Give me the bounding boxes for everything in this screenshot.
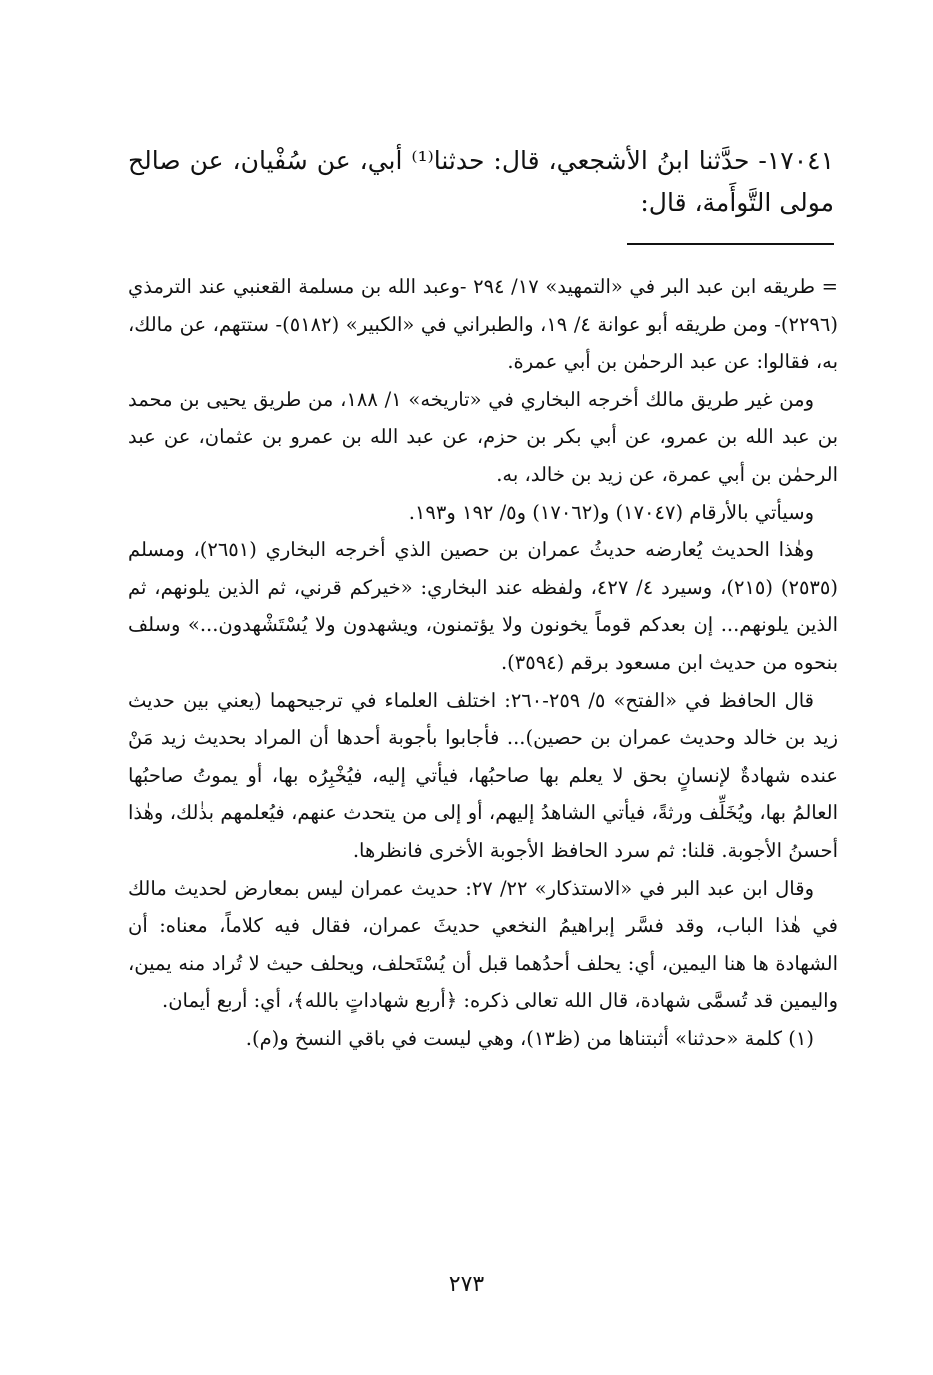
footnote-paragraph-conflict: وهٰذا الحديث يُعارضه حديثُ عمران بن حصين الذي أخرجه البخاري (٢٦٥١)، ومسلم (٢٥٣٥) (٢١٥)، وسيرد ٤/ ٤٢٧، ولفظه عند البخاري: «خيركم قرني، ثم الذين يلونهم، ثم الذين يلونهم... إن بعدكم قوماً يخونون ولا يؤتمنون، ويشهدون ولا يُسْتَشْهدون...» وسلف بنحوه من حديث ابن مسعود برقم (٣٥٩٤). bbox=[128, 538, 838, 674]
hadith-paragraph: ١٧٠٤١- حدَّثنا ابنُ الأشجعي، قال: حدثنا⁽¹⁾ أبي، عن سُفْيان، عن صالح مولى التَّوأَمة، قال: bbox=[128, 146, 834, 217]
footnotes-section bbox=[128, 268, 838, 1057]
hadith-text bbox=[128, 140, 834, 224]
page-number: ٢٧٣ bbox=[448, 1272, 485, 1297]
footnote-separator bbox=[627, 243, 834, 245]
footnote-paragraph-cross-reference: وسيأتي بالأرقام (١٧٠٤٧) و(١٧٠٦٢) و٥/ ١٩٢ و١٩٣. bbox=[408, 500, 814, 524]
footnote-paragraph-hafiz: قال الحافظ في «الفتح» ٥/ ٢٥٩-٢٦٠: اختلف العلماء في ترجيحهما (يعني بين حديث زيد بن خالد وحديث عمران بن حصين)... فأجابوا بأجوبة أحدها أن المراد بحديث زيد مَنْ عنده شهادةٌ لإنسانٍ بحق لا يعلم بها صاحبُها، فيأتي إليه، فيُخْبِرُه بها، أو يموتُ صاحبُها العالمُ بها، ويُخَلِّف ورثةً، فيأتي الشاهدُ إليهم، أو إلى من يتحدث عنهم، فيُعلمهم بذٰلك، وهٰذا أحسنُ الأجوبة. قلنا: ثم سرد الحافظ الأجوبة الأخرى فانظرها. bbox=[128, 688, 838, 862]
footnote-paragraph-ibn-abd-al-barr: وقال ابن عبد البر في «الاستذكار» ٢٢/ ٢٧: حديث عمران ليس بمعارض لحديث مالك في هٰذا الباب، وقد فسَّر إبراهيمُ النخعي حديثَ عمران، فقال فيه كلاماً، معناه: أن الشهادة ها هنا اليمين، أي: يحلف أحدُهما قبل أن يُسْتَحلف، ويحلف حيث لا تُراد منه يمين، واليمين قد تُسمَّى شهادة، قال الله تعالى ذكره: ﴿أربع شهاداتٍ بالله﴾، أي: أربع أيمان. bbox=[128, 876, 838, 1013]
footnote-paragraph-continuation: = طريقه ابن عبد البر في «التمهيد» ١٧/ ٢٩٤ -وعبد الله بن مسلمة القعنبي عند الترمذي (٢٢٩٦)- ومن طريقه أبو عوانة ٤/ ١٩، والطبراني في «الكبير» (٥١٨٢)- ستتهم، عن مالك، به، فقالوا: عن عبد الرحمٰن بن أبي عمرة. bbox=[128, 275, 838, 374]
footnote-paragraph-other-route: ومن غير طريق مالك أخرجه البخاري في «تاريخه» ١/ ١٨٨، من طريق يحيى بن محمد بن عبد الله بن عمرو، عن أبي بكر بن حزم، عن عبد الله بن عمرو بن عثمان، عن عبد الرحمٰن بن أبي عمرة، عن زيد بن خالد، به. bbox=[128, 387, 838, 486]
footnote-1: (١) كلمة «حدثنا» أثبتناها من (ظ١٣)، وهي ليست في باقي النسخ و(م). bbox=[245, 1026, 814, 1050]
